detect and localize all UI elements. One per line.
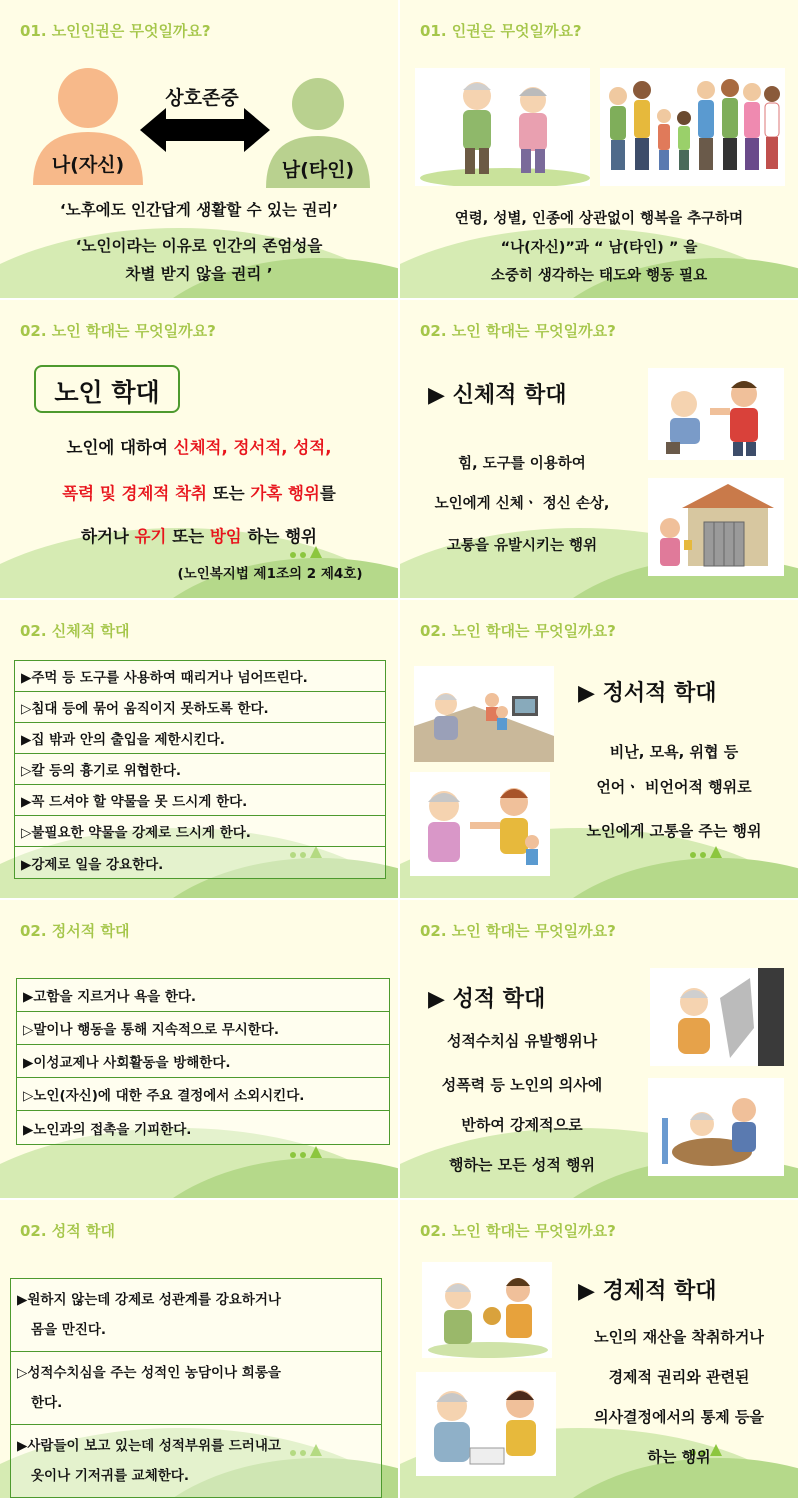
definition-line-2: 폭력 및 경제적 착취 또는 가혹 행위를	[62, 484, 336, 503]
list-item	[11, 1352, 381, 1425]
frightened-elder-illustration	[650, 968, 784, 1066]
slide-title: 02. 성적 학대	[20, 1222, 115, 1240]
other-label: 남(타인)	[281, 159, 355, 181]
definition-line-2: 언어ㆍ 비언어적 행위로	[596, 778, 752, 796]
self-label: 나(자신)	[51, 154, 125, 176]
list-item	[11, 1279, 381, 1352]
slide-physical-abuse	[400, 300, 798, 598]
list-item: ▷말이나 행동을 통해 지속적으로 무시한다.	[17, 1012, 389, 1045]
slide-emotional-abuse-list	[0, 900, 398, 1198]
mutual-respect-label: 상호존중	[165, 87, 239, 109]
definition-line-4: 하는 행위	[647, 1448, 711, 1466]
property-dispute-illustration	[416, 1372, 556, 1476]
sexual-abuse-examples	[10, 1278, 382, 1498]
list-item-line: ▷성적수치심을 주는 성적인 농담이나 희롱을	[17, 1365, 281, 1381]
definition-line-3: 하거나 유기 또는 방임 하는 행위	[81, 527, 317, 546]
slide-human-rights	[400, 0, 798, 298]
list-item: ▶주먹 등 도구를 사용하여 때리거나 넘어뜨린다.	[15, 661, 385, 692]
list-item: ▷불필요한 약물을 강제로 드시게 한다.	[15, 816, 385, 847]
rights-line-1: ‘노후에도 인간답게 생활할 수 있는 권리’	[59, 201, 339, 219]
diverse-people-illustration	[600, 68, 785, 186]
abuse-type-heading: ▶ 경제적 학대	[578, 1279, 717, 1304]
slide-emotional-abuse	[400, 600, 798, 898]
list-item: ▷침대 등에 묶어 움직이지 못하도록 한다.	[15, 692, 385, 723]
money-taking-illustration	[422, 1262, 552, 1358]
definition-line-2: 노인에게 신체ㆍ 정신 손상,	[434, 496, 610, 512]
abuse-type-heading: ▶ 정서적 학대	[578, 681, 717, 706]
abuse-label-box	[34, 365, 180, 413]
definition-line-3: 노인에게 고통을 주는 행위	[586, 822, 762, 840]
emotional-abuse-examples	[16, 978, 390, 1145]
slide-sexual-abuse	[400, 900, 798, 1198]
abuse-label: 노인 학대	[54, 378, 160, 407]
slide-physical-abuse-list	[0, 600, 398, 898]
list-item-line: ▶원하지 않는데 강제로 성관계를 강요하거나	[17, 1292, 281, 1308]
definition-line-1: 힘, 도구를 이용하여	[458, 456, 586, 472]
slide-title: 02. 노인 학대는 무엇일까요?	[420, 1222, 616, 1240]
list-item: ▶꼭 드셔야 할 약물을 못 드시게 한다.	[15, 785, 385, 816]
rights-line-3: 소중히 생각하는 태도와 행동 필요	[490, 268, 708, 284]
slide-title: 02. 신체적 학대	[20, 622, 130, 640]
abuse-type-heading: ▶ 성적 학대	[428, 987, 546, 1012]
definition-line-1: 성적수치심 유발행위나	[446, 1032, 598, 1050]
list-item: ▶집 밖과 안의 출입을 제한시킨다.	[15, 723, 385, 754]
rights-line-1: 연령, 성별, 인종에 상관없이 행복을 추구하며	[454, 211, 744, 227]
definition-line-3: 고통을 유발시키는 행위	[446, 538, 598, 554]
list-item: ▶고함을 지르거나 욕을 한다.	[17, 979, 389, 1012]
bathing-elder-illustration	[648, 1078, 784, 1176]
slide-abuse-definition	[0, 300, 398, 598]
elderly-couple-walking-illustration	[415, 68, 590, 186]
physical-abuse-illustration	[648, 368, 784, 460]
definition-line-3: 반하여 강제적으로	[461, 1116, 583, 1134]
definition-line-4: 행하는 모든 성적 행위	[448, 1156, 596, 1174]
slide-sexual-abuse-list	[0, 1200, 398, 1498]
list-item: ▶강제로 일을 강요한다.	[21, 856, 164, 873]
list-item	[11, 1425, 381, 1497]
slide-title: 01. 인권은 무엇일까요?	[420, 22, 582, 40]
slide-title: 02. 노인 학대는 무엇일까요?	[420, 322, 616, 340]
definition-line-1: 노인에 대하여 신체적, 정서적, 성적,	[66, 438, 332, 457]
list-item: ▷칼 등의 흉기로 위협한다.	[15, 754, 385, 785]
slide-financial-abuse	[400, 1200, 798, 1498]
double-arrow-icon	[140, 108, 270, 152]
law-reference: (노인복지법 제1조의 2 제4호)	[177, 566, 363, 582]
definition-line-2: 성폭력 등 노인의 의사에	[441, 1076, 603, 1094]
definition-line-3: 의사결정에서의 통제 등을	[594, 1408, 764, 1426]
list-item-line: 옷이나 기저귀를 교체한다.	[31, 1468, 189, 1484]
list-item-line: 한다.	[31, 1395, 63, 1411]
definition-line-2: 경제적 권리와 관련된	[608, 1368, 750, 1386]
rights-line-2: “나(자신)”과 “ 남(타인) ” 을	[500, 240, 698, 256]
abuse-type-heading: ▶ 신체적 학대	[428, 383, 567, 408]
rights-line-3: 차별 받지 않을 권리 ’	[125, 265, 273, 283]
neglected-elder-illustration	[414, 666, 554, 762]
slide-title: 02. 노인 학대는 무엇일까요?	[420, 922, 616, 940]
list-item: ▷노인(자신)에 대한 주요 결정에서 소외시킨다.	[17, 1078, 389, 1111]
rights-line-2: ‘노인이라는 이유로 인간의 존엄성을	[75, 237, 323, 255]
list-item-line: ▶사람들이 보고 있는데 성적부위를 드러내고	[17, 1438, 281, 1454]
slide-title: 01. 노인인권은 무엇일까요?	[20, 22, 211, 40]
list-item: ▶이성교제나 사회활동을 방해한다.	[17, 1045, 389, 1078]
slide-elder-rights	[0, 0, 398, 298]
list-item: ▶노인과의 접촉을 기피한다.	[23, 1121, 192, 1138]
definition-line-1: 비난, 모욕, 위협 등	[609, 743, 739, 761]
definition-line-1: 노인의 재산을 착취하거나	[594, 1328, 764, 1346]
locked-gate-illustration	[648, 478, 784, 576]
slide-title: 02. 정서적 학대	[20, 922, 130, 940]
physical-abuse-examples	[14, 660, 386, 879]
list-item-line: 몸을 만진다.	[31, 1322, 107, 1338]
slide-title: 02. 노인 학대는 무엇일까요?	[20, 322, 216, 340]
yelling-at-elder-illustration	[410, 772, 550, 876]
slide-title: 02. 노인 학대는 무엇일까요?	[420, 622, 616, 640]
